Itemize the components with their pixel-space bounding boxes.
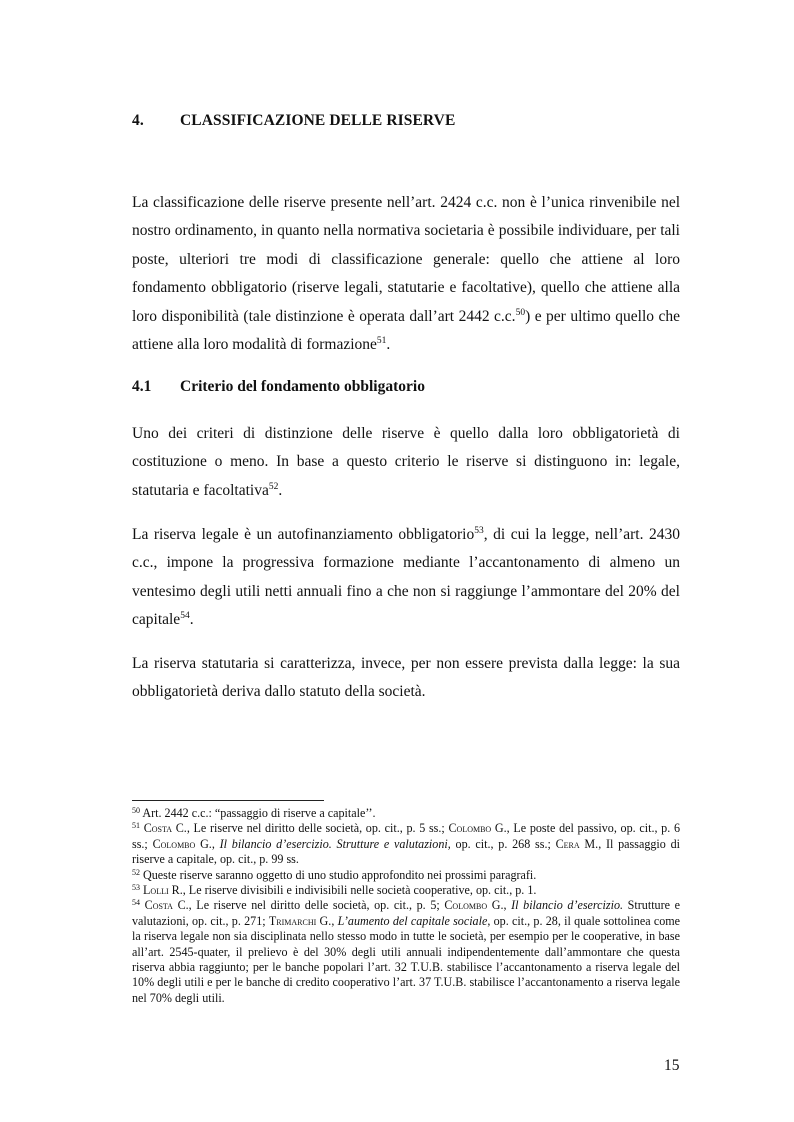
footnote-ref-54[interactable]: 54 — [180, 611, 190, 622]
author-name: Colombo — [152, 836, 196, 851]
paragraph-statutory-reserve: La riserva statutaria si caratterizza, invece, per non essere prevista dalla legge: la sua obbligatorietà deriva dallo statuto della società. — [132, 655, 680, 701]
footnote-separator — [132, 800, 324, 801]
footnote-ref-52[interactable]: 52 — [268, 481, 279, 492]
footnote-number: 54 — [132, 898, 140, 908]
intro-paragraph — [132, 189, 680, 359]
footnote-text: G., — [195, 836, 220, 851]
chapter-number: 4. — [132, 112, 144, 129]
footnote-text: R., Le riserve divisibili e indivisibili nelle società cooperative, op. cit., p. 1. — [168, 883, 537, 898]
footnote-text: Queste riserve saranno oggetto di uno studio approfondito nei prossimi paragrafi. — [140, 867, 537, 882]
intro-text-a: La classificazione delle riserve presente nell’art. 2424 c.c. non è l’unica rinvenibile nel nostro ordinamento, in quanto nella normativa societaria è possibile individuare, per tali poste, ulteriori tre modi di classificazione generale: quello che attiene al loro fondamento obbligatorio (riserve legali, statutarie e facoltative), quello che attiene alla loro disponibilità (tale distinzione è operata dall’art 2442 c.c. — [132, 194, 680, 325]
page-number: 15 — [664, 1057, 680, 1074]
author-name: Costa — [144, 898, 173, 913]
para2-text-b: , di cui la legge, nell’art. 2430 c.c., impone la progressiva formazione mediante l’accantonamento di almeno un ventesimo degli utili netti annuali fino a che non si raggiunge l’ammontare del 20% del capitale — [132, 526, 681, 629]
footnote-number: 52 — [132, 867, 140, 877]
para2-text-a: La riserva legale è un autofinanziamento obbligatorio — [132, 526, 475, 543]
paragraph-legal-reserve — [132, 521, 680, 635]
footnote-51 — [132, 821, 680, 867]
para1-text-a: Uno dei criteri di distinzione delle riserve è quello dalla loro obbligatorietà di costituzione o meno. In base a questo criterio le riserve si distinguono in: legale, statutaria e facoltativa — [132, 425, 680, 499]
footnote-ref-50[interactable]: 50 — [515, 307, 526, 318]
footnote-ref-53[interactable]: 53 — [474, 526, 484, 536]
footnote-text: M., Il passaggio di riserve a capitale, op. cit., p. 99 ss. — [132, 836, 680, 867]
chapter-title: CLASSIFICAZIONE DELLE RISERVE — [180, 112, 456, 129]
footnote-text: Art. 2442 c.c.: “passaggio di riserve a capitale’’. — [140, 806, 376, 820]
footnote-50 — [132, 806, 680, 821]
chapter-heading — [132, 112, 455, 130]
author-name: Costa — [143, 821, 173, 836]
author-name: Trimarchi — [268, 913, 317, 928]
author-name: Lolli — [143, 883, 169, 898]
section-number: 4.1 — [132, 378, 152, 395]
para2-text-c: . — [189, 611, 194, 629]
footnote-52 — [132, 868, 680, 883]
footnote-ref-51[interactable]: 51 — [376, 336, 387, 347]
section-title: Criterio del fondamento obbligatorio — [180, 378, 425, 395]
footnote-text: , op. cit., p. 28, il quale sottolinea come la riserva legale non sia disciplinata nello stesso modo in tutte le società, per esempio per le cooperative, in base all’art. 2545-quater, il prelievo è del 30% degli utili annuali indipendentemente dall’ammontare che questa riserva abbia raggiunto; per le banche popolari l’art. 32 T.U.B. stabilisce l’accantonamento a riserva legale del 10% degli utili e per le banche di credito cooperativo l’art. 37 T.U.B. stabilisce l’accantonamento a riserva legale nel 70% degli utili. — [132, 913, 681, 1005]
footnote-54 — [132, 898, 680, 1006]
paragraph-criteria — [132, 420, 680, 505]
para1-text-b: . — [278, 481, 283, 499]
footnote-text: C., Le riserve nel diritto delle società, op. cit., p. 5; — [172, 898, 445, 913]
footnote-53 — [132, 883, 680, 898]
work-title: Il bilancio d’esercizio. Strutture e valutazioni, — [219, 836, 451, 851]
footnote-text: op. cit., p. 268 ss.; — [450, 836, 556, 851]
work-title: Il bilancio d’esercizio. — [511, 898, 624, 913]
footnote-text: G., — [316, 913, 338, 928]
footnotes — [132, 806, 680, 1006]
work-title: L’aumento del capitale sociale — [337, 913, 488, 928]
footnote-text: G., — [487, 898, 512, 913]
section-heading — [132, 378, 425, 396]
intro-text-c: . — [386, 336, 391, 354]
footnote-text: G., Le poste del passivo, op. cit., p. 6 ss.; — [132, 821, 680, 851]
author-name: Colombo — [444, 898, 488, 913]
footnote-number: 53 — [132, 883, 140, 893]
author-name: Colombo — [448, 821, 492, 836]
footnote-text: C., Le riserve nel diritto delle società, op. cit., p. 5 ss.; — [172, 821, 449, 836]
footnote-number: 50 — [132, 806, 140, 815]
intro-text-b: ) e per ultimo quello che attiene alla loro modalità di formazione — [132, 307, 680, 354]
author-name: Cera — [555, 836, 580, 851]
footnote-text: Strutture e valutazioni, op. cit., p. 271; — [132, 898, 680, 928]
footnote-number: 51 — [132, 821, 140, 831]
